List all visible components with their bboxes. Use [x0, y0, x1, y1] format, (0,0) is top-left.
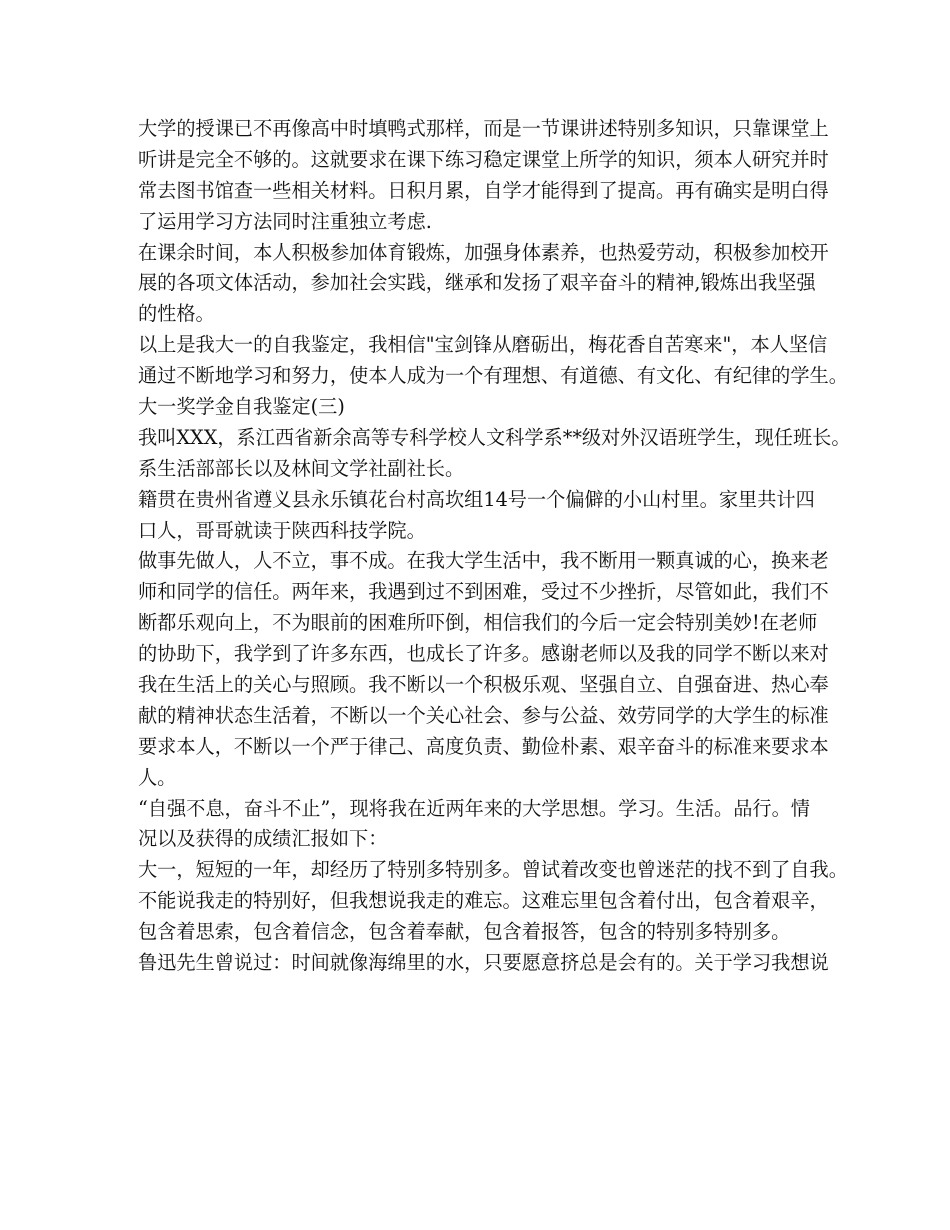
- document-body: [138, 114, 851, 979]
- text-line: 系生活部部长以及林间文学社副社长。: [138, 456, 465, 480]
- text-line: 的性格。: [138, 302, 215, 326]
- text-line: 以上是我大一的自我鉴定，我相信"宝剑锋从磨砺出，梅花香自苦寒来"，本人坚信: [138, 333, 828, 357]
- text-line: 包含着思索，包含着信念，包含着奉献，包含着报答，包含的特别多特别多。: [138, 920, 791, 944]
- text-line: 不能说我走的特别好，但我想说我走的难忘。这难忘里包含着付出，包含着艰辛，: [138, 889, 829, 913]
- text-line: 大学的授课已不再像高中时填鸭式那样，而是一节课讲述特别多知识，只靠课堂上: [138, 117, 829, 140]
- text-line: 大一，短短的一年，却经历了特别多特别多。曾试着改变也曾迷茫的找不到了自我。: [138, 858, 848, 882]
- text-line: 的协助下，我学到了许多东西，也成长了许多。感谢老师以及我的同学不断以来对: [138, 642, 829, 666]
- text-line: 师和同学的信任。两年来，我遇到过不到困难，受过不少挫折，尽管如此，我们不: [138, 580, 829, 604]
- text-line: 我在生活上的关心与照顾。我不断以一个积极乐观、坚强自立、自强奋进、热心奉: [138, 673, 829, 697]
- text-line: 常去图书馆查一些相关材料。日积月累，自学才能得到了提高。再有确实是明白得: [138, 178, 829, 202]
- text-line: 听讲是完全不够的。这就要求在课下练习稳定课堂上所学的知识，须本人研究并时: [138, 147, 829, 171]
- text-line: 籍贯在贵州省遵义县永乐镇花台村高坎组14号一个偏僻的小山村里。家里共计四: [138, 487, 815, 511]
- text-line: 人。: [138, 765, 177, 789]
- text-line: 我叫XXX，系江西省新余高等专科学校人文科学系**级对外汉语班学生，现任班长。: [138, 425, 851, 449]
- text-line: 在课余时间，本人积极参加体育锻炼，加强身体素养，也热爱劳动，积极参加校开: [138, 240, 829, 264]
- text-line: 展的各项文体活动，参加社会实践，继承和发扬了艰辛奋斗的精神,锻炼出我坚强: [138, 271, 816, 295]
- text-line: 断都乐观向上，不为眼前的困难所吓倒，相信我们的今后一定会特别美妙!在老师: [138, 611, 818, 635]
- text-line: 口人，哥哥就读于陕西科技学院。: [138, 518, 426, 542]
- section-heading: 大一奖学金自我鉴定(三): [138, 395, 345, 419]
- text-line: “自强不息，奋斗不止”，现将我在近两年来的大学思想。学习。生活。品行。情: [138, 796, 810, 820]
- text-line: 鲁迅先生曾说过：时间就像海绵里的水，只要愿意挤总是会有的。关于学习我想说: [138, 951, 829, 975]
- text-line: 况以及获得的成绩汇报如下：: [138, 827, 388, 851]
- text-line: 要求本人，不断以一个严于律己、高度负责、勤俭朴素、艰辛奋斗的标准来要求本: [138, 734, 829, 758]
- text-line: 了运用学习方法同时注重独立考虑.: [138, 209, 432, 233]
- text-line: 通过不断地学习和努力，使本人成为一个有理想、有道德、有文化、有纪律的学生。: [138, 364, 848, 388]
- text-line: 献的精神状态生活着，不断以一个关心社会、参与公益、效劳同学的大学生的标准: [138, 703, 829, 727]
- text-line: 做事先做人，人不立，事不成。在我大学生活中，我不断用一颗真诚的心，换来老: [138, 549, 829, 573]
